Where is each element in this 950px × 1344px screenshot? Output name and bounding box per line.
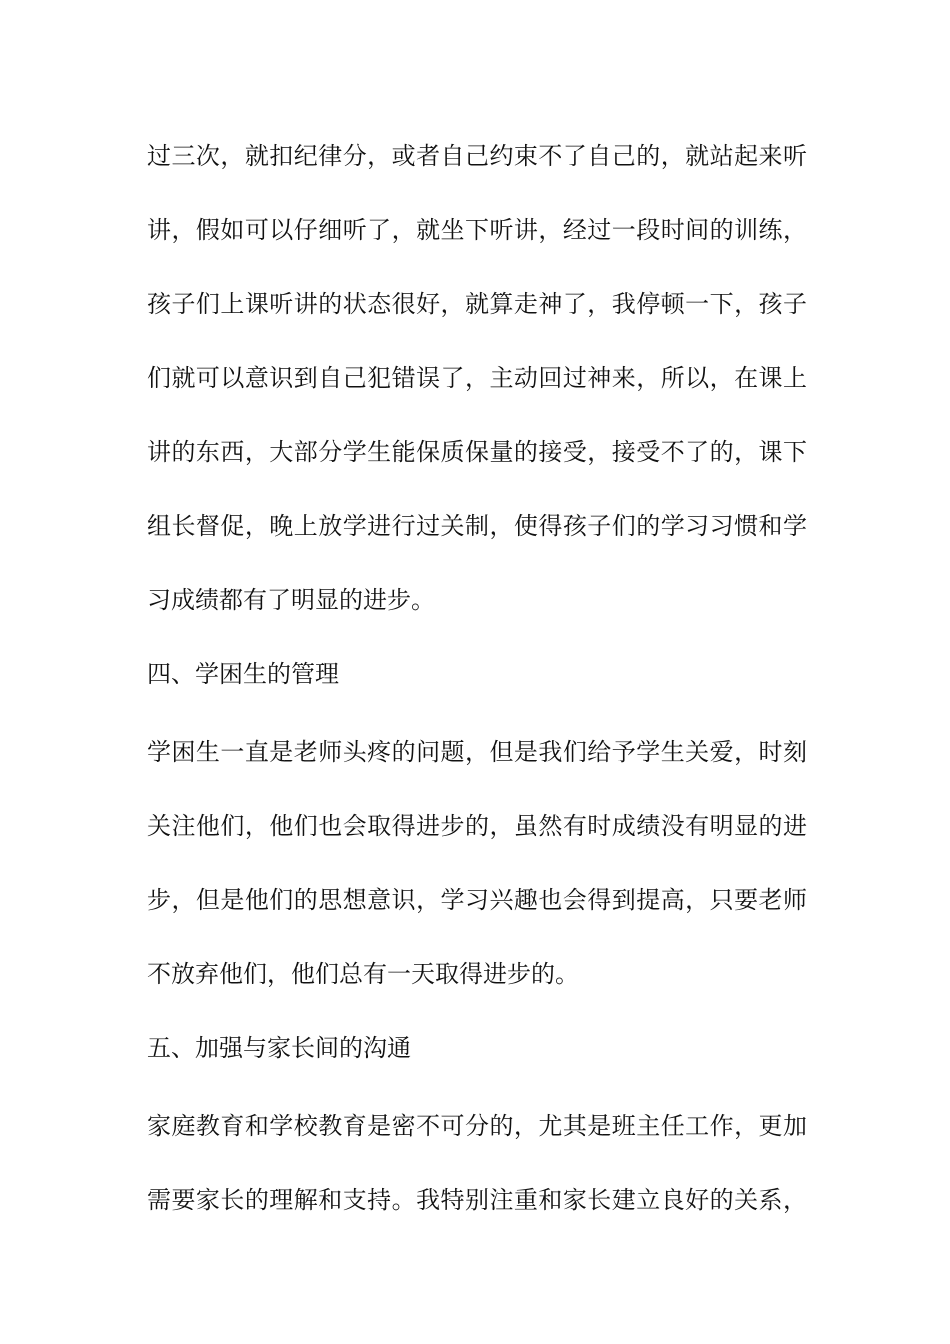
paragraph-line: 家庭教育和学校教育是密不可分的，尤其是班主任工作，更加 bbox=[147, 1112, 807, 1140]
paragraph-line: 们就可以意识到自己犯错误了，主动回过神来，所以，在课上 bbox=[147, 364, 807, 392]
paragraph-line: 讲的东西，大部分学生能保质保量的接受，接受不了的，课下 bbox=[147, 438, 807, 466]
paragraph-line: 需要家长的理解和支持。我特别注重和家长建立良好的关系， bbox=[147, 1186, 807, 1214]
paragraph-line: 习成绩都有了明显的进步。 bbox=[147, 586, 435, 614]
paragraph-line: 孩子们上课听讲的状态很好，就算走神了，我停顿一下，孩子 bbox=[147, 290, 807, 318]
paragraph-line: 学困生一直是老师头疼的问题，但是我们给予学生关爱，时刻 bbox=[147, 738, 807, 766]
section-heading: 四、学困生的管理 bbox=[147, 660, 339, 688]
paragraph-line: 步，但是他们的思想意识，学习兴趣也会得到提高，只要老师 bbox=[147, 886, 807, 914]
paragraph-line: 组长督促，晚上放学进行过关制，使得孩子们的学习习惯和学 bbox=[147, 512, 807, 540]
paragraph-line: 讲，假如可以仔细听了，就坐下听讲，经过一段时间的训练， bbox=[147, 216, 807, 244]
paragraph-line: 过三次，就扣纪律分，或者自己约束不了自己的，就站起来听 bbox=[147, 142, 807, 170]
paragraph-line: 不放弃他们，他们总有一天取得进步的。 bbox=[147, 960, 579, 988]
section-heading: 五、加强与家长间的沟通 bbox=[147, 1034, 411, 1062]
paragraph-line: 关注他们，他们也会取得进步的，虽然有时成绩没有明显的进 bbox=[147, 812, 807, 840]
